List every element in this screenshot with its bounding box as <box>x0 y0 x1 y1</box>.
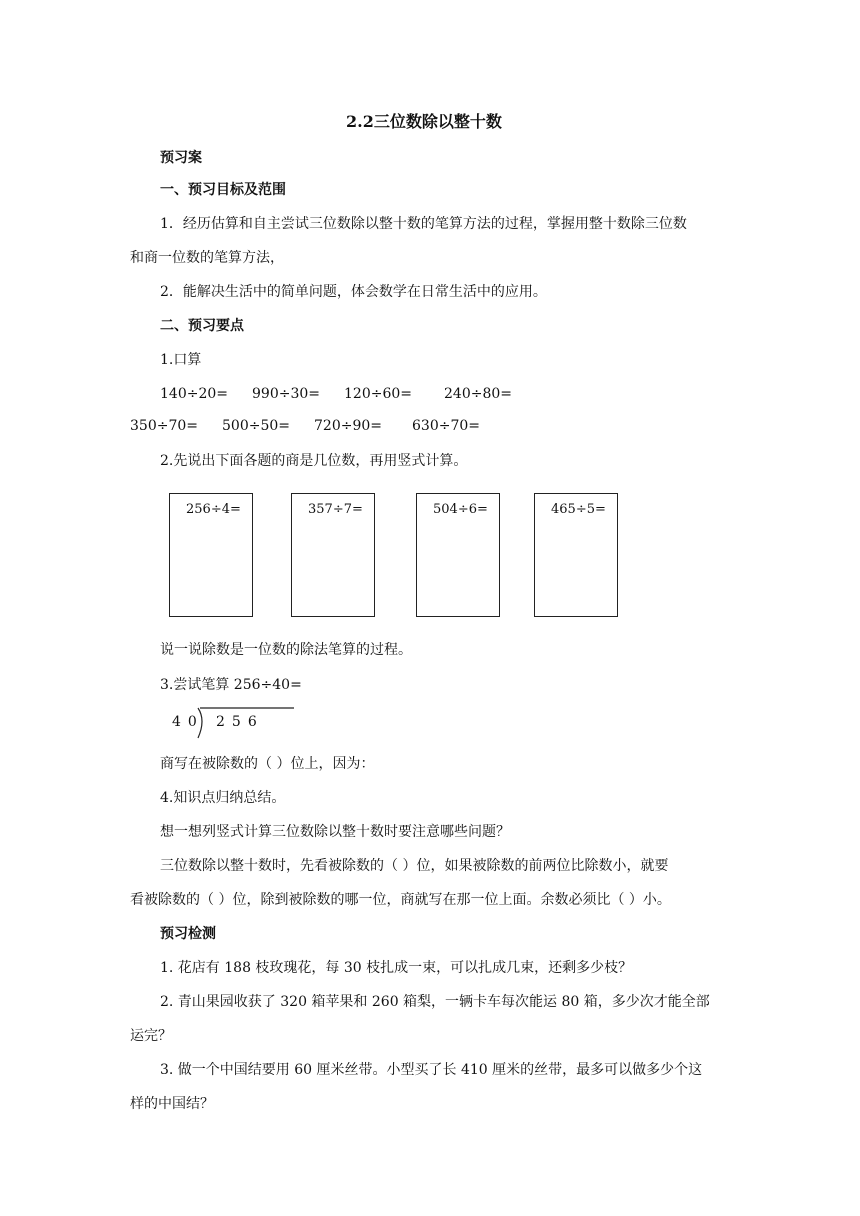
divisor: 40 <box>172 714 204 730</box>
rule-line-1: 三位数除以整十数时，先看被除数的（ ）位，如果被除数的前两位比除数小，就要 <box>160 858 669 874</box>
section1-heading: 一、预习目标及范围 <box>160 182 286 198</box>
check-question-2-line-2: 运完？ <box>130 1028 172 1044</box>
oral-item: 990÷30= <box>252 386 320 402</box>
question-4: 4.知识点归纳总结。 <box>160 790 286 806</box>
long-division <box>168 704 298 744</box>
goal-1-line-2: 和商一位数的笔算方法， <box>130 250 284 266</box>
work-box[interactable] <box>534 493 618 617</box>
check-heading: 预习检测 <box>160 926 216 942</box>
question-3: 3.尝试笔算 256÷40= <box>160 677 302 693</box>
section2-heading: 二、预习要点 <box>160 318 244 334</box>
work-box-label: 256÷4= <box>186 502 241 517</box>
page-title: 2.2三位数除以整十数 <box>346 112 502 131</box>
check-question-3-line-2: 样的中国结？ <box>130 1096 214 1112</box>
say-prompt: 说一说除数是一位数的除法笔算的过程。 <box>160 642 412 658</box>
work-box[interactable] <box>291 493 375 617</box>
work-box[interactable] <box>169 493 253 617</box>
think-prompt: 想一想列竖式计算三位数除以整十数时要注意哪些问题？ <box>160 824 510 840</box>
oral-item: 240÷80= <box>444 386 512 402</box>
work-box-label: 357÷7= <box>308 502 363 517</box>
oral-label: 1.口算 <box>160 352 202 368</box>
rule-line-2: 看被除数的（ ）位，除到被除数的哪一位，商就写在那一位上面。余数必须比（ ）小。 <box>130 892 671 908</box>
question-2: 2.先说出下面各题的商是几位数，再用竖式计算。 <box>160 453 468 469</box>
goal-2: 2．能解决生活中的简单问题，体会数学在日常生活中的应用。 <box>160 284 547 300</box>
work-box-label: 465÷5= <box>551 502 606 517</box>
oral-item: 120÷60= <box>344 386 412 402</box>
oral-item: 140÷20= <box>160 386 228 402</box>
check-question-2-line-1: 2. 青山果园收获了 320 箱苹果和 260 箱梨，一辆卡车每次能运 80 箱，多少次才能全部 <box>160 994 710 1010</box>
oral-item: 720÷90= <box>314 418 382 434</box>
check-question-3-line-1: 3. 做一个中国结要用 60 厘米丝带。小型买了长 410 厘米的丝带，最多可以做多少个这 <box>160 1062 703 1078</box>
preview-heading: 预习案 <box>160 150 202 166</box>
oral-item: 500÷50= <box>222 418 290 434</box>
oral-item: 350÷70= <box>130 418 198 434</box>
dividend: 256 <box>216 714 264 730</box>
work-box-label: 504÷6= <box>433 502 488 517</box>
oral-item: 630÷70= <box>412 418 480 434</box>
goal-1-line-1: 1．经历估算和自主尝试三位数除以整十数的笔算方法的过程，掌握用整十数除三位数 <box>160 216 687 232</box>
quotient-position: 商写在被除数的（ ）位上，因为： <box>160 756 375 772</box>
work-box[interactable] <box>416 493 500 617</box>
check-question-1: 1. 花店有 188 枝玫瑰花，每 30 枝扎成一束，可以扎成几束，还剩多少枝？ <box>160 960 633 976</box>
